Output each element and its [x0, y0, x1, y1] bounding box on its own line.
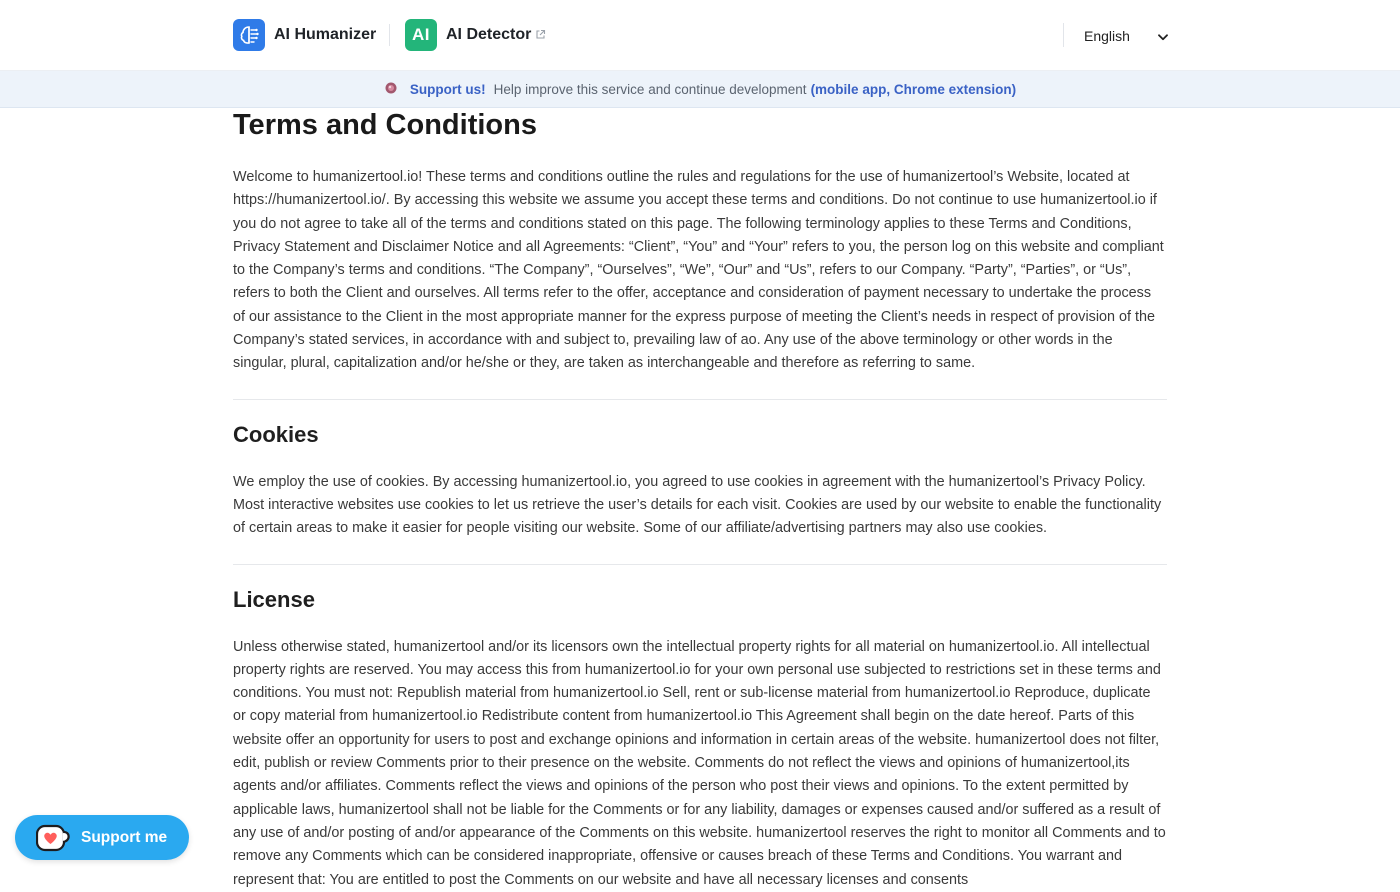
license-heading: License	[233, 586, 315, 612]
top-header	[0, 0, 1400, 71]
ai-detector-logo	[405, 19, 437, 51]
ai-humanizer-label: AI Humanizer	[274, 26, 377, 43]
support-us-link[interactable]: Support us!	[409, 81, 486, 97]
brain-icon	[233, 19, 265, 51]
ai-detector-logo-text: AI	[412, 25, 430, 44]
intro-paragraph: Welcome to humanizertool.io! These terms and conditions outline the rules and regulations for the use of humanizertool’s Website, located at https://humanizertool.io/. By accessing this website we assume you accept these terms and conditions. Do not continue to use humanizertool.io if you do not agree to take all of the terms and conditions stated on this page. The following terminology applies to these Terms and Conditions, Privacy Statement and Disclaimer Notice and all Agreements: “Client”, “You” and “Your” refers to you, the person log on this website and compliant to the Company’s terms and conditions. “The Company”, “Ourselves”, “We”, “Our” and “Us”, refers to our Company. “Party”, “Parties”, or “Us”, refers to both the Client and ourselves. All terms refer to the offer, acceptance and consideration of payment necessary to undertake the process of our assistance to the Client in the most appropriate manner for the express purpose of meeting the Client’s needs in respect of provision of the Company’s stated services, in accordance with and subject to, prevailing law of ao. Any use of the above terminology or other words in the singular, plural, capitalization and/or he/she or they, are taken as interchangeable and therefore as referring to same.	[233, 169, 1164, 372]
cookies-paragraph: We employ the use of cookies. By accessing humanizertool.io, you agreed to use cookies in agreement with the humanizertool’s Privacy Policy. Most interactive websites use cookies to let us retrieve the user’s details for each visit. Cookies are used by our website to enable the functionality of certain areas to make it easier for people visiting our website. Some of our affiliate/advertising partners may also use cookies.	[233, 473, 1162, 537]
chevron-down-icon	[1158, 28, 1168, 44]
banner-text: Help improve this service and continue development	[493, 81, 807, 97]
ai-detector-link[interactable]	[405, 19, 546, 51]
banner-extra-link[interactable]: (mobile app, Chrome extension)	[810, 81, 1017, 97]
support-banner	[0, 71, 1400, 108]
page-title: Terms and Conditions	[233, 109, 537, 141]
external-link-icon	[535, 27, 546, 45]
ai-detector-label: AI Detector	[446, 26, 532, 43]
support-dot-icon	[384, 81, 398, 98]
kofi-cup-icon	[36, 823, 72, 853]
main-content	[233, 107, 1167, 892]
license-paragraph: Unless otherwise stated, humanizertool and/or its licensors own the intellectual property rights for all material on humanizertool.io. All intellectual property rights are reserved. You may access this from humanizertool.io for your own personal use subjected to restrictions set in these terms and conditions. You must not: Republish material from humanizertool.io Sell, rent or sub-license material from humanizertool.io Reproduce, duplicate or copy material from humanizertool.io Redistribute content from humanizertool.io This Agreement shall begin on the date hereof. Parts of this website offer an opportunity for users to post and exchange opinions and information in certain areas of the website. humanizertool does not filter, edit, publish or review Comments prior to their presence on the website. Comments do not reflect the views and opinions of humanizertool,its agents and/or affiliates. Comments reflect the views and opinions of the person who post their views and opinions. To the extent permitted by applicable laws, humanizertool shall not be liable for the Comments or for any liability, damages or expenses caused and/or suffered as a result of any use of and/or posting of and/or appearance of the Comments on this website. humanizertool reserves the right to monitor all Comments and to remove any Comments which can be considered inappropriate, offensive or causes breach of these Terms and Conditions. You warrant and represent that: You are entitled to post the Comments on our website and have all necessary licenses and consents	[233, 638, 1166, 888]
language-select[interactable]	[1084, 26, 1168, 46]
language-selected: English	[1084, 28, 1130, 44]
support-me-button[interactable]	[15, 815, 189, 860]
language-divider	[1063, 23, 1064, 47]
brand-divider	[389, 24, 390, 46]
cookies-heading: Cookies	[233, 421, 319, 447]
ai-humanizer-link[interactable]	[233, 19, 376, 51]
support-me-label: Support me	[81, 828, 168, 846]
